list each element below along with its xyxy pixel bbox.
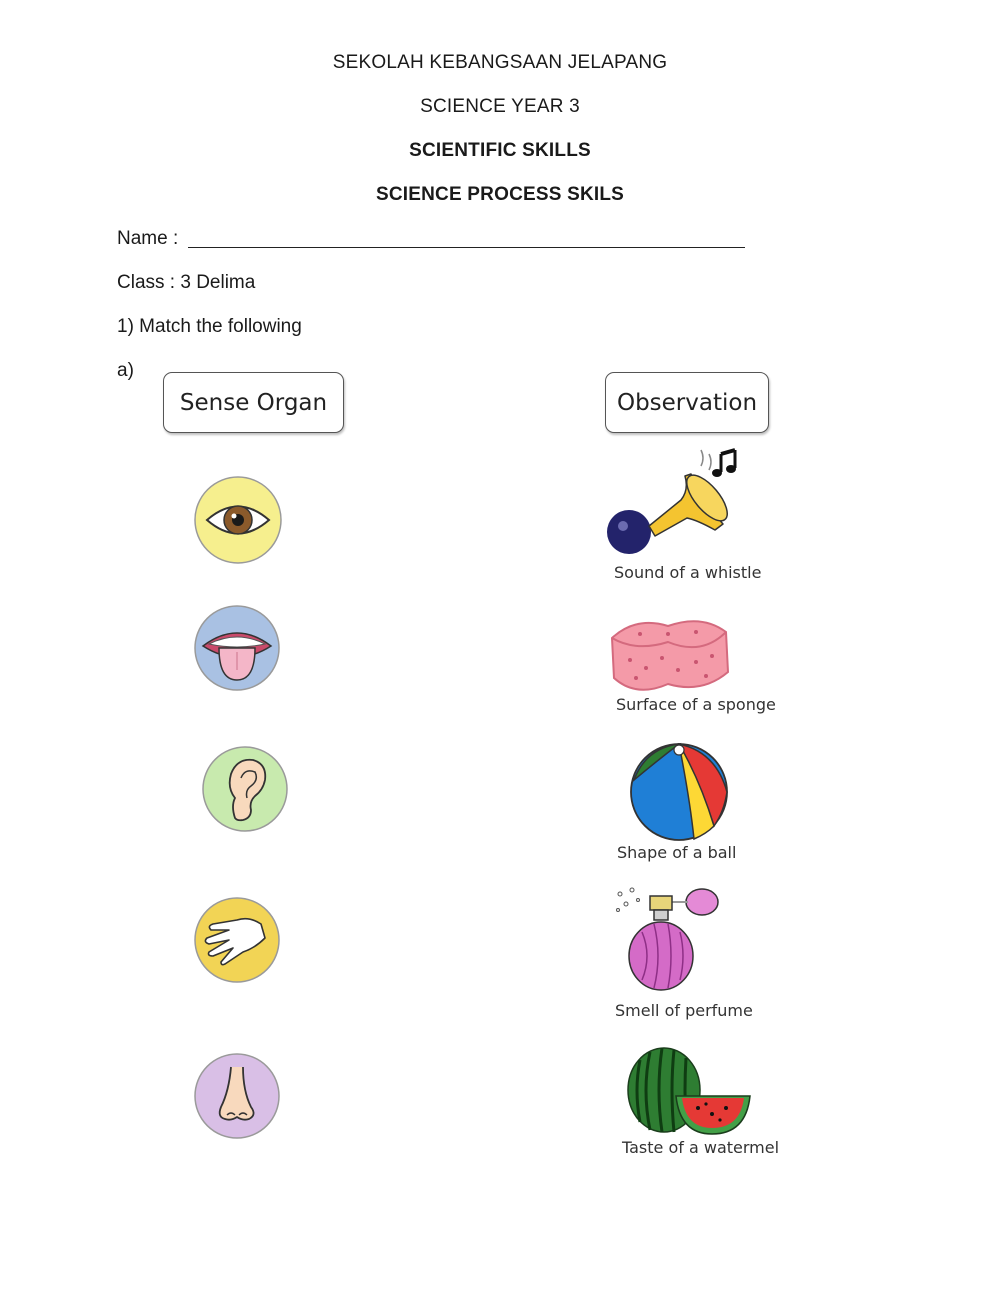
- perfume-icon[interactable]: [612, 882, 722, 994]
- ear-icon[interactable]: [201, 744, 289, 834]
- observation-caption: Sound of a whistle: [614, 563, 762, 582]
- observation-header-label: Observation: [616, 389, 758, 416]
- class-label: Class : 3 Delima: [117, 272, 256, 293]
- question-text: 1) Match the following: [117, 316, 302, 337]
- observation-header: [605, 372, 769, 433]
- school-name: SEKOLAH KEBANGSAAN JELAPANG: [332, 52, 668, 73]
- question-part-label: a): [117, 360, 134, 381]
- horn-icon[interactable]: [605, 440, 745, 560]
- observation-caption: Shape of a ball: [617, 843, 737, 862]
- watermelon-icon[interactable]: [626, 1044, 754, 1138]
- ball-icon[interactable]: [628, 740, 730, 844]
- observation-caption: Taste of a watermel: [622, 1138, 780, 1157]
- subtopic-title: SCIENCE PROCESS SKILS: [375, 184, 625, 205]
- nose-icon[interactable]: [193, 1051, 281, 1141]
- observation-caption: Smell of perfume: [615, 1001, 753, 1020]
- observation-caption: Surface of a sponge: [616, 695, 776, 714]
- sponge-icon[interactable]: [606, 612, 732, 700]
- tongue-icon[interactable]: [193, 604, 281, 692]
- name-blank-line[interactable]: [188, 247, 745, 248]
- sense-organ-header-label: Sense Organ: [179, 389, 328, 416]
- name-label: Name :: [117, 228, 179, 249]
- subject-title: SCIENCE YEAR 3: [420, 96, 580, 117]
- hand-icon[interactable]: [193, 894, 281, 986]
- sense-organ-header: [163, 372, 344, 433]
- topic-title: SCIENTIFIC SKILLS: [409, 140, 591, 161]
- eye-icon[interactable]: [193, 475, 283, 565]
